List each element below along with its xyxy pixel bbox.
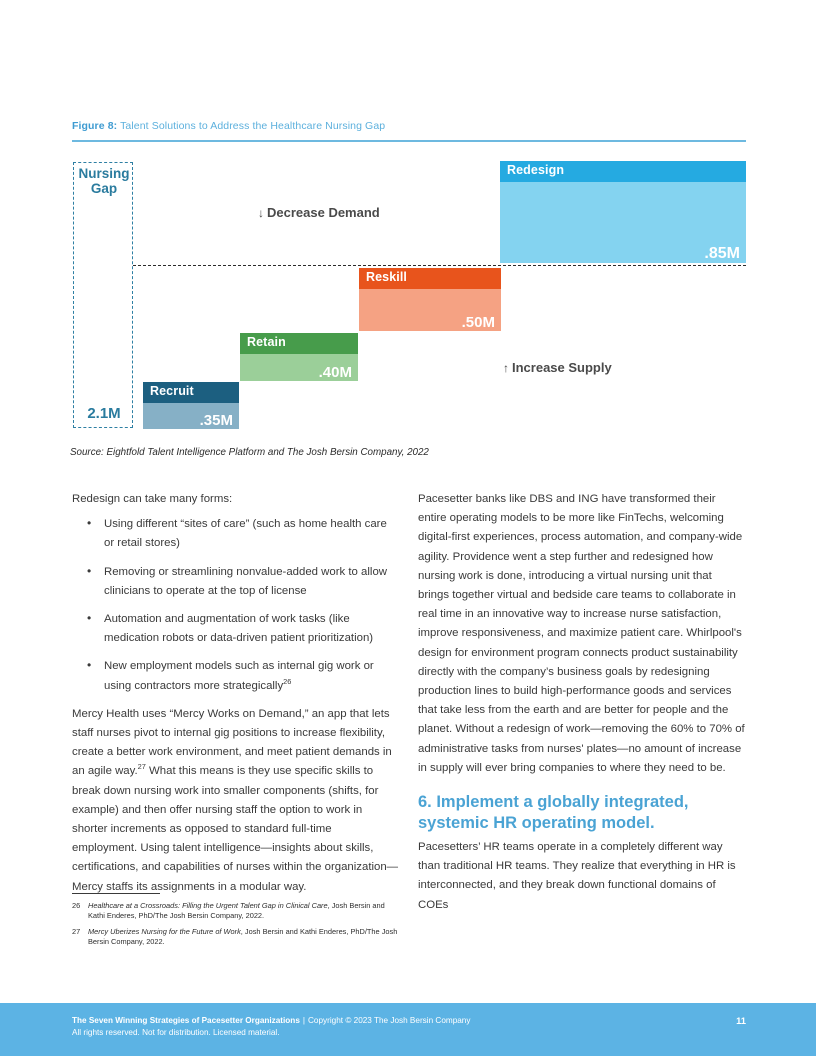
bar-retain-value: .40M	[318, 364, 352, 381]
footnote-ref-27[interactable]: 27	[137, 762, 146, 772]
bar-reskill-header	[359, 268, 501, 289]
demand-baseline-dashed-line	[133, 265, 746, 266]
bar-recruit-value: .35M	[199, 412, 233, 429]
footnote-26-title: Healthcare at a Crossroads: Filling the Urgent Talent Gap in Clinical Care	[88, 901, 328, 910]
bar-redesign	[500, 161, 746, 263]
arrow-up-icon: ↑	[503, 361, 509, 375]
footnote-27	[72, 927, 402, 948]
arrow-down-icon: ↓	[258, 206, 264, 220]
nursing-gap-title	[70, 166, 138, 196]
figure-title: Talent Solutions to Address the Healthcare Nursing Gap	[117, 120, 386, 132]
bar-redesign-label: Redesign	[507, 163, 565, 177]
footnote-26-number: 26	[72, 901, 81, 910]
bar-recruit-label: Recruit	[150, 384, 194, 398]
page-footer	[0, 1003, 816, 1056]
footer-copyright: Copyright © 2023 The Josh Bersin Company	[308, 1016, 471, 1025]
redesign-bullet-list	[72, 515, 399, 696]
nursing-gap-outline-box	[73, 162, 133, 428]
figure-label: Figure 8:	[72, 120, 118, 132]
footer-text	[72, 1015, 470, 1038]
footnote-27-rest: , Josh Bersin and Kathi Enderes, PhD/The Josh Bersin Company, 2022.	[88, 926, 398, 947]
annotation-decrease-demand	[258, 205, 380, 220]
bar-redesign-body	[500, 182, 746, 263]
bar-reskill-value: .50M	[461, 314, 495, 331]
mercy-health-paragraph	[72, 705, 399, 897]
bar-reskill-body	[359, 289, 501, 331]
list-item-text: New employment models such as internal gig work or using contractors more strategically	[104, 660, 374, 692]
pacesetter-banks-paragraph: Pacesetter banks like DBS and ING have transformed their entire operating models to be more like FinTechs, welcoming digital-first experiences, process automation, and company-wide agility. Providence went a step further and redesigned how nursing work is done, introducing a virtual nursing unit that brings together virtual and bedside care teams to collaborate in real time in an innovative way to increase nurse satisfaction, improve responsiveness, and maximize patient care. Whirlpool's design for environment program connects product sustainability directly with the company’s business goals by redesigning production lines to build high-performance goods and services that take less from the earth and are better for people and the planet. Without a redesign of work—removing the 60% to 70% of administrative tasks from nurses' plates—no amount of increase in supply will ever bring companies to where they need to be.	[418, 493, 745, 774]
bar-recruit-body	[143, 403, 239, 429]
bar-reskill	[359, 268, 501, 331]
bar-retain	[240, 333, 358, 381]
bar-retain-body	[240, 354, 358, 381]
nursing-gap-title-line2: Gap	[90, 181, 118, 196]
body-column-right	[418, 490, 745, 918]
nursing-gap-total-value: 2.1M	[87, 405, 121, 422]
figure-source-note: Source: Eightfold Talent Intelligence Platform and The Josh Bersin Company, 2022	[70, 447, 429, 458]
list-item: • Using different “sites of care” (such as home health care or retail stores)	[104, 515, 399, 553]
annotation-decrease-demand-label: Decrease Demand	[267, 205, 380, 220]
bar-recruit	[143, 382, 239, 429]
section-heading-6: 6. Implement a globally integrated, systemic HR operating model.	[418, 793, 689, 833]
mercy-health-paragraph-part1: Mercy Health uses “Mercy Works on Demand,” an app that lets staff nurses pivot to internal gig positions to increase flexibility, create a better work environment, and meet patient demands in an agile way.	[72, 707, 392, 778]
bar-retain-label: Retain	[247, 335, 286, 349]
body-column-left	[72, 490, 399, 900]
footer-rights: All rights reserved. Not for distribution. Licensed material.	[72, 1027, 280, 1037]
footer-separator: |	[302, 1016, 306, 1025]
footnote-27-number: 27	[72, 926, 81, 936]
annotation-increase-supply-label: Increase Supply	[512, 360, 612, 375]
bar-recruit-header	[143, 382, 239, 403]
figure-divider	[72, 140, 746, 142]
bar-redesign-value: .85M	[704, 245, 740, 262]
footnote-26-rest: , Josh Bersin and Kathi Enderes, PhD/The Josh Bersin Company, 2022.	[88, 901, 385, 921]
figure-caption	[72, 120, 746, 132]
footnote-26	[72, 901, 402, 922]
page-number: 11	[736, 1015, 746, 1026]
list-item: • Automation and augmentation of work tasks (like medication robots or data-driven patient prioritization)	[104, 610, 399, 648]
footnotes-divider	[72, 893, 160, 894]
mercy-health-paragraph-part2: What this means is they use specific skills to break down nursing work into smaller components (shifts, for example) and then offer nursing staff the option to work in shorter increments as opposed to standard full-time employment. Using talent intelligence—insights about skills, certifications, and capabilities of nurses within the organization—Mercy staffs its assignments in a modular way.	[72, 765, 399, 893]
footnotes-block	[72, 893, 402, 953]
list-item: • Removing or streamlining nonvalue-added work to allow clinicians to operate at the top of license	[104, 563, 399, 601]
nursing-gap-title-line1: Nursing	[78, 166, 130, 181]
footnote-27-title: Mercy Uberizes Nursing for the Future of Work	[88, 926, 241, 936]
footer-document-title: The Seven Winning Strategies of Pacesetter Organizations	[72, 1016, 300, 1025]
list-item	[104, 657, 399, 695]
redesign-intro-paragraph: Redesign can take many forms:	[72, 493, 233, 505]
bar-retain-header	[240, 333, 358, 354]
hr-teams-paragraph: Pacesetters’ HR teams operate in a completely different way than traditional HR teams. They realize that everything in HR is interconnected, and they break down functional domains of COEs	[418, 841, 736, 911]
footnote-ref-26[interactable]: 26	[283, 676, 292, 686]
bar-reskill-label: Reskill	[366, 270, 408, 284]
annotation-increase-supply	[503, 360, 612, 375]
bar-redesign-header	[500, 161, 746, 182]
